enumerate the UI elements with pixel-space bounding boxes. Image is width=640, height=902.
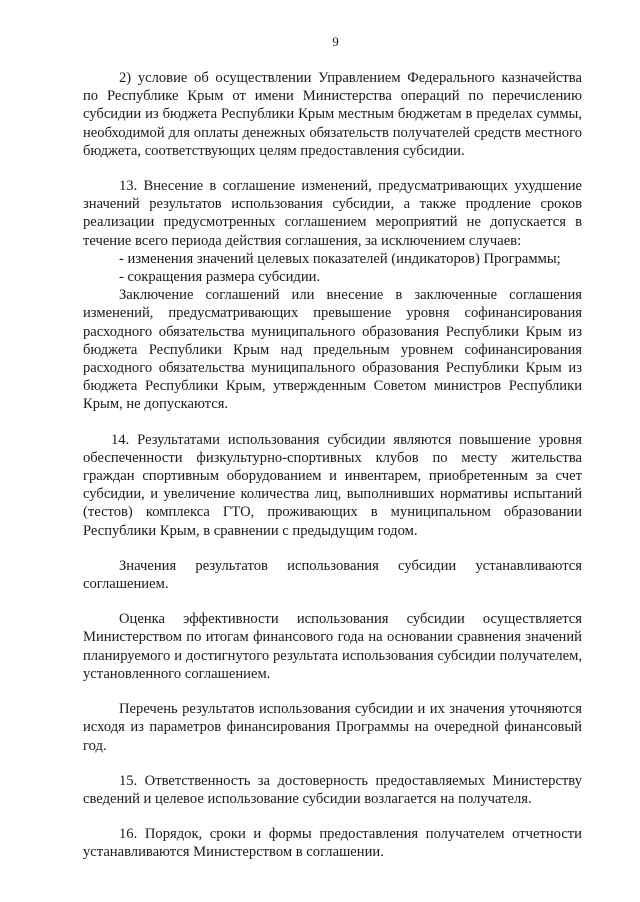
- section-13: [83, 177, 582, 414]
- paragraph-cofinancing: Заключение соглашений или внесение в заключенные соглашения изменений, предусматривающих превышение уровня софинансирования расходного обязательства муниципального образования Республики Крым из бюджета Республики Крым над предельным уровнем софинансирования расходного обязательства муниципального образования Республики Крым из бюджета Республики Крым, утвержденным Советом министров Республики Крым, не допускаются.: [83, 287, 582, 413]
- page-number: 9: [332, 34, 339, 49]
- paragraph-results-list: Перечень результатов использования субсидии и их значения уточняются исходя из параметров финансирования Программы на очередной финансовый год.: [83, 701, 582, 754]
- paragraph-transfer-condition: 2) условие об осуществлении Управлением Федерального казначейства по Республике Крым от имени Министерства операций по перечислению субсидии из бюджета Республики Крым местным бюджетам в пределах суммы, необходимой для оплаты денежных обязательств получателей средств местного бюджета, соответствующих целям предоставления субсидии.: [83, 70, 582, 159]
- list-item-subsidy-reduction: - сокращения размера субсидии.: [119, 269, 321, 286]
- paragraph-efficiency-evaluation: Оценка эффективности использования субсидии осуществляется Министерством по итогам финансового года на основании сравнения значений планируемого и достигнутого результата использования субсидии получателем, установленного соглашением.: [83, 611, 582, 682]
- paragraph-section-13: 13. Внесение в соглашение изменений, предусматривающих ухудшение значений результатов использования субсидии, а также продление сроков реализации предусмотренных соглашением мероприятий не допускается в течение всего периода действия соглашения, за исключением случаев:: [83, 178, 582, 249]
- paragraph-section-14: 14. Результатами использования субсидии являются повышение уровня обеспеченности физкультурно-спортивных клубов по месту жительства граждан спортивным оборудованием и инвентарем, приобретенным за счет субсидии, и увеличение количества лиц, выполнивших нормативы испытаний (тестов) комплекса ГТО, проживающих в муниципальном образовании Республики Крым, в сравнении с предыдущим годом.: [83, 431, 582, 539]
- paragraph-section-15: 15. Ответственность за достоверность предоставляемых Министерству сведений и целевое использование субсидии возлагается на получателя.: [83, 772, 582, 807]
- list-item-indicators: - изменения значений целевых показателей (индикаторов) Программы;: [119, 250, 561, 267]
- paragraph-section-16: 16. Порядок, сроки и формы предоставления получателем отчетности устанавливаются Министерством в соглашении.: [83, 826, 582, 861]
- paragraph-result-values: Значения результатов использования субсидии устанавливаются соглашением.: [83, 557, 582, 593]
